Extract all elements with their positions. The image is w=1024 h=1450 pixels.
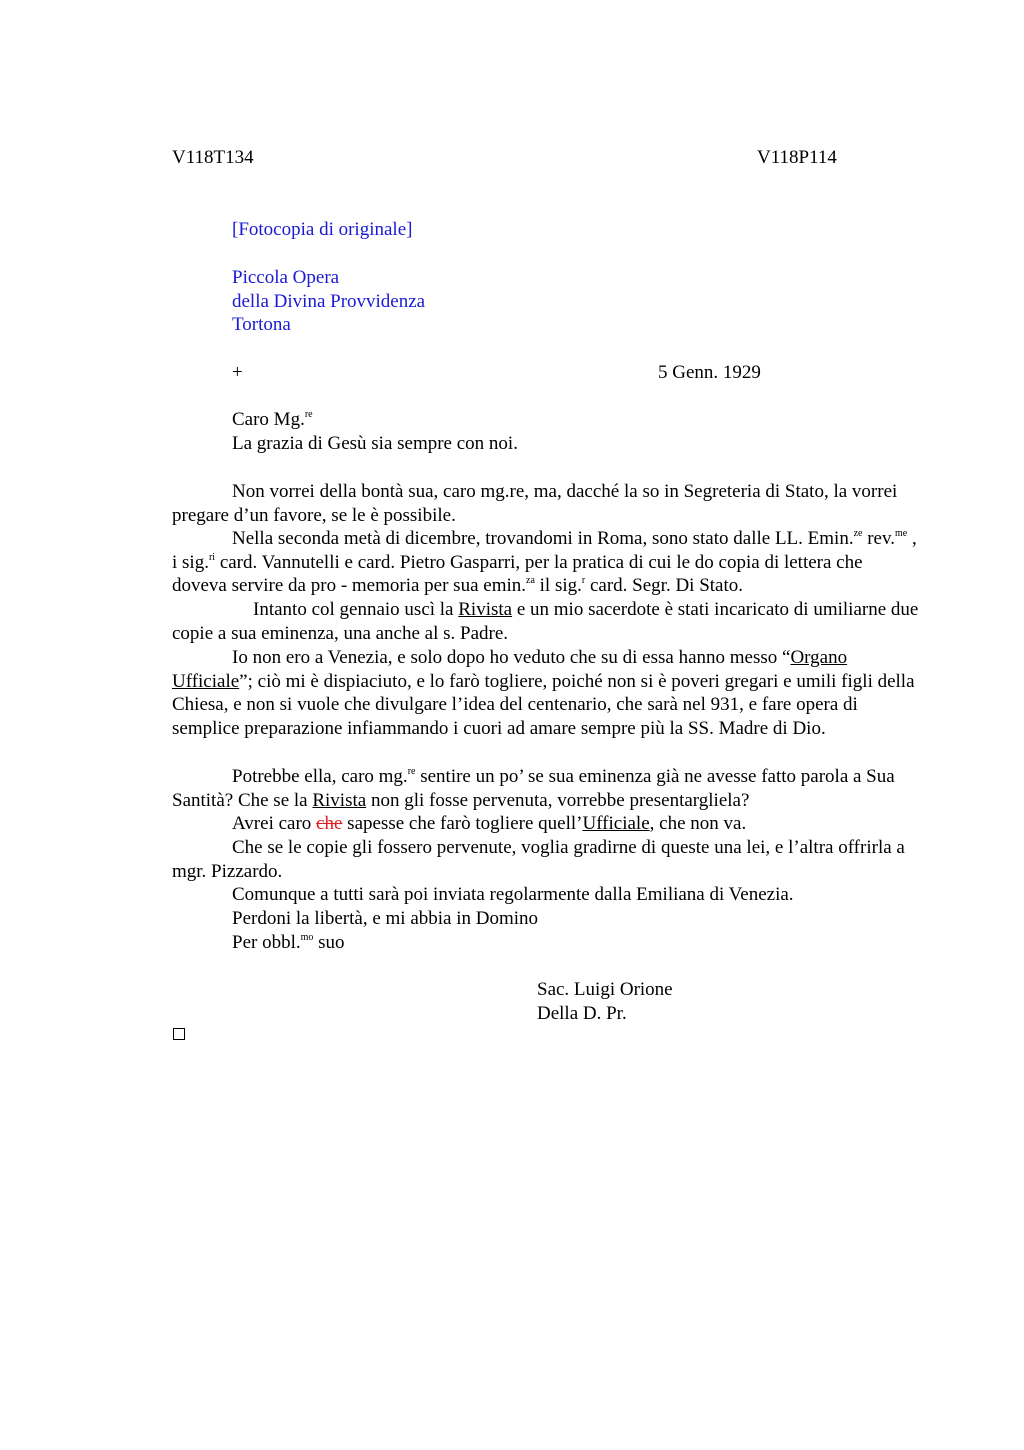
p2-part-e: il sig. <box>534 575 582 596</box>
ufficiale-underlined: Ufficiale <box>582 813 650 834</box>
salutation <box>232 408 313 432</box>
p4-part-a: Io non ero a Venezia, e solo dopo ho veduto che su di essa hanno messo “ <box>232 647 791 668</box>
paragraph-8: Comunque a tutti sarà poi inviata regolarmente dalla Emiliana di Venezia. <box>232 884 794 905</box>
closing-sup: mo <box>300 932 314 943</box>
salutation-text: Caro Mg. <box>232 409 305 430</box>
cross-mark: + <box>232 362 243 383</box>
paragraph-7: Che se le copie gli fossero pervenute, voglia gradirne di queste una lei, e l’altra offrirla a mgr. Pizzardo. <box>172 837 905 882</box>
struck-word: che <box>316 813 343 834</box>
organo-ufficiale-underlined: Organo Ufficiale <box>172 647 848 692</box>
p4-part-b: ”; ciò mi è dispiaciuto, e lo farò togliere, poiché non si è poveri gregari e umili figli della Chiesa, e non si vuole che divulgare l’idea del centenario, che sarà nel 931, e fare opera di semplice preparazione infiammando i cuori ad amare sempre più la SS. Madre di Dio. <box>172 670 915 739</box>
end-box-icon <box>173 1028 185 1040</box>
letterhead-line-3: Tortona <box>232 314 291 335</box>
p2-sup-5: r <box>581 575 586 586</box>
signature-name: Sac. Luigi Orione <box>537 979 673 1000</box>
rivista-underlined: Rivista <box>458 599 513 620</box>
salutation-sup: re <box>304 409 313 420</box>
p2-sup-1: ze <box>853 528 863 539</box>
p2-part-d: card. Vannutelli e card. Pietro Gasparri, per la pratica di cui le do copia di lettera che doveva servire da pro - memoria per sua emin. <box>172 551 863 596</box>
p6-part-b: sapesse che farò togliere quell’ <box>342 813 583 834</box>
closing-suffix: suo <box>313 932 345 953</box>
header-left-code: V118T134 <box>172 147 254 168</box>
p2-sup-2: me <box>895 528 908 539</box>
greeting: La grazia di Gesù sia sempre con noi. <box>232 433 518 454</box>
closing-text: Per obbl. <box>232 932 301 953</box>
header-right-code: V118P114 <box>757 147 837 168</box>
letter-date: 5 Genn. 1929 <box>658 362 761 383</box>
p2-part-a: Nella seconda metà di dicembre, trovandomi in Roma, sono stato dalle LL. Emin. <box>232 528 854 549</box>
paragraph-6 <box>232 812 746 836</box>
p5-part-c: non gli fosse pervenuta, vorrebbe presentargliela? <box>366 789 750 811</box>
p2-part-b: rev. <box>862 528 895 549</box>
paragraph-3 <box>172 598 922 645</box>
p6-part-c: , che non va. <box>649 813 747 834</box>
closing <box>232 931 345 955</box>
p3-part-b: e un mio sacerdote è stati incaricato di umiliarne due copie a sua eminenza, una anche al s. Padre. <box>172 599 919 644</box>
p6-part-a: Avrei caro <box>232 813 317 834</box>
letterhead-line-1: Piccola Opera <box>232 267 340 288</box>
p2-part-c: , i sig. <box>172 528 917 573</box>
p2-part-f: card. Segr. Di Stato. <box>585 575 744 596</box>
p2-sup-3: ri <box>208 551 216 563</box>
letterhead-line-2: della Divina Provvidenza <box>232 291 426 312</box>
paragraph-9: Perdoni la libertà, e mi abbia in Domino <box>232 908 539 929</box>
signature-title: Della D. Pr. <box>537 1003 627 1024</box>
p5-sup: re <box>407 766 416 777</box>
photocopy-note: [Fotocopia di originale] <box>232 219 413 240</box>
paragraph-5 <box>172 765 922 812</box>
p5-part-a: Potrebbe ella, caro mg. <box>232 766 408 787</box>
p5-part-b: sentire un po’ se sua eminenza già ne avesse fatto parola a Sua Santità? Che se la <box>172 766 895 811</box>
paragraph-4 <box>172 646 922 740</box>
paragraph-1: Non vorrei della bontà sua, caro mg.re, ma, dacché la so in Segreteria di Stato, la vorrei pregare d’un favore, se le è possibile. <box>172 481 898 526</box>
rivista-underlined-2: Rivista <box>312 789 367 811</box>
p2-sup-4: za <box>526 575 535 586</box>
paragraph-2 <box>172 527 922 598</box>
p3-part-a: Intanto col gennaio uscì la <box>253 599 459 620</box>
